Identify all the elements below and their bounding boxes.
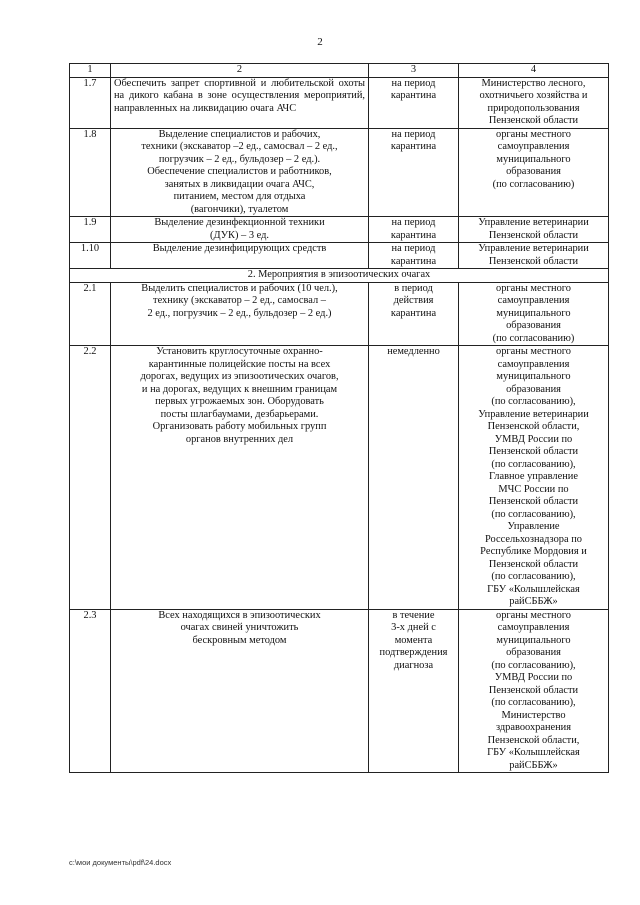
- row-number: 1.8: [70, 128, 111, 217]
- row-responsible: Управление ветеринарии Пензенской области: [459, 243, 609, 269]
- header-col-2: 2: [111, 64, 369, 78]
- section-title: 2. Мероприятия в эпизоотических очагах: [70, 269, 609, 283]
- row-number: 1.10: [70, 243, 111, 269]
- row-action: Выделение специалистов и рабочих, техники (экскаватор –2 ед., самосвал – 2 ед., погрузчик – 2 ед., бульдозер – 2 ед.). Обеспечение специалистов и работников, занятых в ликвидации очага АЧС, питанием, местом для отдыха (вагончики), туалетом: [111, 128, 369, 217]
- header-col-1: 1: [70, 64, 111, 78]
- row-term: немедленно: [369, 346, 459, 610]
- section-row: [70, 269, 609, 283]
- row-action: Всех находящихся в эпизоотических очагах свиней уничтожить бескровным методом: [111, 609, 369, 773]
- table-row: [70, 346, 609, 610]
- row-responsible: Управление ветеринарии Пензенской области: [459, 217, 609, 243]
- file-path-footer: c:\мои документы\pdf\24.docx: [69, 858, 172, 867]
- row-responsible: органы местного самоуправления муниципального образования (по согласованию): [459, 282, 609, 346]
- row-term: на период карантина: [369, 128, 459, 217]
- row-term: в течение 3-х дней с момента подтверждения диагноза: [369, 609, 459, 773]
- row-action: Обеспечить запрет спортивной и любительской охоты на дикого кабана в зоне осуществления мероприятий, направленных на ликвидацию очага АЧС: [111, 77, 369, 128]
- table-row: [70, 217, 609, 243]
- row-action: Выделение дезинфицирующих средств: [111, 243, 369, 269]
- row-responsible: органы местного самоуправления муниципального образования (по согласованию), Управление ветеринарии Пензенской области, УМВД России по Пензенской области (по согласованию), Главное управление МЧС России по Пензенской области (по согласованию), Управление Россельхознадзора по Республике Мордовия и Пензенской области (по согласованию), ГБУ «Колышлейская райСББЖ»: [459, 346, 609, 610]
- row-number: 2.2: [70, 346, 111, 610]
- row-number: 2.1: [70, 282, 111, 346]
- row-responsible: органы местного самоуправления муниципального образования (по согласованию): [459, 128, 609, 217]
- row-action: Установить круглосуточные охранно- карантинные полицейские посты на всех дорогах, ведущих из эпизоотических очагов, и на дорогах, ведущих к внешним границам первых угрожаемых зон. Оборудовать посты шлагбаумами, дезбарьерами. Организовать работу мобильных групп органов внутренних дел: [111, 346, 369, 610]
- row-number: 2.3: [70, 609, 111, 773]
- row-term: на период карантина: [369, 243, 459, 269]
- header-col-3: 3: [369, 64, 459, 78]
- table-row: [70, 609, 609, 773]
- row-term: на период карантина: [369, 217, 459, 243]
- table-row: [70, 243, 609, 269]
- row-number: 1.9: [70, 217, 111, 243]
- page-number: 2: [317, 36, 323, 48]
- table-header-row: [70, 64, 609, 78]
- table-row: [70, 128, 609, 217]
- row-action: Выделение дезинфекционной техники (ДУК) – 3 ед.: [111, 217, 369, 243]
- table-row: [70, 282, 609, 346]
- measures-table: [69, 63, 609, 773]
- row-responsible: Министерство лесного, охотничьего хозяйства и природопользования Пензенской области: [459, 77, 609, 128]
- row-term: в период действия карантина: [369, 282, 459, 346]
- row-term: на период карантина: [369, 77, 459, 128]
- row-action: Выделить специалистов и рабочих (10 чел.), технику (экскаватор – 2 ед., самосвал – 2 ед., погрузчик – 2 ед., бульдозер – 2 ед.): [111, 282, 369, 346]
- table-row: [70, 77, 609, 128]
- header-col-4: 4: [459, 64, 609, 78]
- row-responsible: органы местного самоуправления муниципального образования (по согласованию), УМВД России по Пензенской области (по согласованию), Министерство здравоохранения Пензенской области, ГБУ «Колышлейская райСББЖ»: [459, 609, 609, 773]
- row-number: 1.7: [70, 77, 111, 128]
